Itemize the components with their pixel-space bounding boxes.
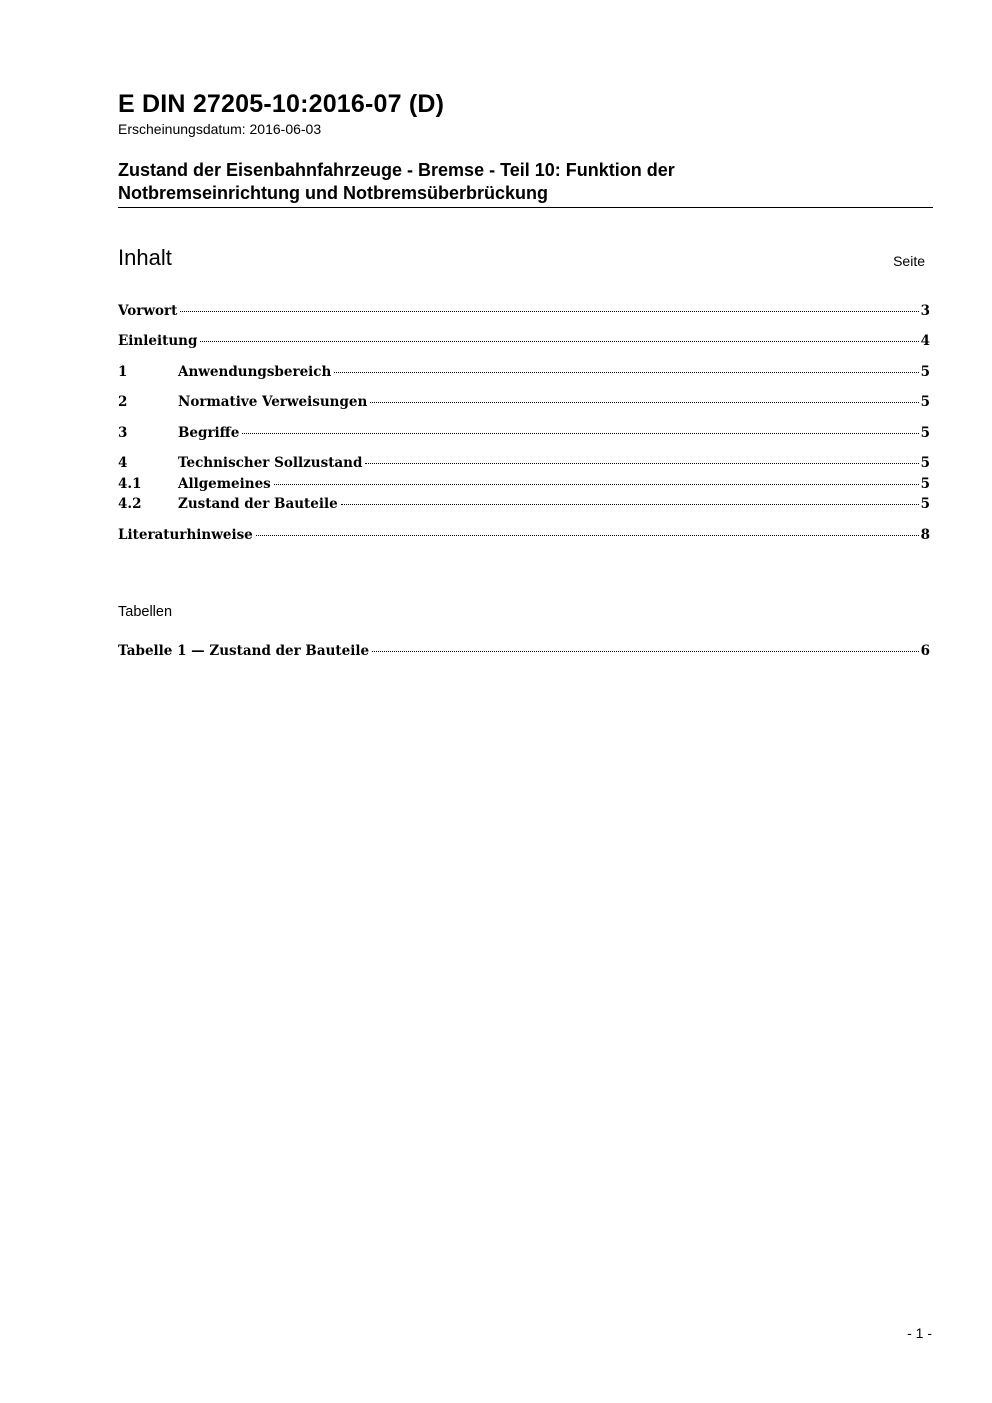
toc-entry-number: 4.2 (118, 496, 142, 512)
toc-entry-anwendungsbereich[interactable] (118, 364, 930, 382)
toc-entry-label: Literaturhinweise (118, 527, 253, 543)
toc-leader-dots (365, 463, 918, 464)
toc-heading: Inhalt (118, 245, 172, 270)
toc-entry-label: Anwendungsbereich (178, 364, 332, 380)
toc-entry-label: Technischer Sollzustand (178, 455, 363, 471)
toc-entry-number: 4 (118, 455, 128, 471)
table-entry-label: Tabelle 1 — Zustand der Bauteile (118, 643, 370, 659)
toc-entry-number: 2 (118, 394, 128, 410)
toc-entry-page: 4 (920, 333, 930, 349)
toc-entry-page: 3 (920, 303, 930, 319)
toc-entry-label: Normative Verweisungen (178, 394, 368, 410)
table-entry-page: 6 (920, 643, 930, 659)
toc-entry-number: 4.1 (118, 476, 142, 492)
toc-entry-literaturhinweise[interactable] (118, 527, 930, 545)
toc-entry-begriffe[interactable] (118, 425, 930, 443)
toc-leader-dots (372, 651, 919, 652)
toc-entry-label: Begriffe (178, 425, 240, 441)
toc-entry-technischer-sollzustand[interactable] (118, 455, 930, 473)
document-id: E DIN 27205-10:2016-07 (D) (118, 90, 445, 118)
toc-entry-page: 5 (920, 496, 930, 512)
toc-entry-allgemeines[interactable] (118, 476, 930, 494)
toc-entry-normative-verweisungen[interactable] (118, 394, 930, 412)
toc-entry-page: 8 (920, 527, 930, 543)
toc-entry-label: Allgemeines (178, 476, 271, 492)
toc-leader-dots (256, 535, 919, 536)
toc-leader-dots (200, 341, 918, 342)
toc-entry-page: 5 (920, 364, 930, 380)
table-entry-tabelle-1[interactable] (118, 643, 930, 661)
toc-leader-dots (341, 504, 919, 505)
toc-entry-page: 5 (920, 476, 930, 492)
publication-date: Erscheinungsdatum: 2016-06-03 (118, 121, 322, 137)
toc-entry-page: 5 (920, 425, 930, 441)
toc-leader-dots (274, 484, 919, 485)
toc-entry-label: Vorwort (118, 303, 178, 319)
page-number: - 1 - (907, 1325, 932, 1341)
toc-entry-einleitung[interactable] (118, 333, 930, 351)
toc-entry-number: 1 (118, 364, 128, 380)
toc-leader-dots (242, 433, 918, 434)
toc-page-column-label: Seite (893, 253, 925, 269)
toc-leader-dots (180, 311, 918, 312)
toc-entry-zustand-der-bauteile[interactable] (118, 496, 930, 514)
toc-leader-dots (334, 372, 918, 373)
toc-entry-number: 3 (118, 425, 128, 441)
toc-entry-label: Einleitung (118, 333, 198, 349)
toc-entry-page: 5 (920, 394, 930, 410)
toc-leader-dots (370, 402, 918, 403)
document-title-line-2: Notbremseinrichtung und Notbremsüberbrückung (118, 183, 549, 203)
toc-entry-page: 5 (920, 455, 930, 471)
toc-entry-vorwort[interactable] (118, 303, 930, 321)
document-title (118, 159, 933, 208)
document-title-line-1: Zustand der Eisenbahnfahrzeuge - Bremse - Teil 10: Funktion der (118, 160, 675, 180)
tables-heading: Tabellen (118, 604, 173, 620)
toc-entry-label: Zustand der Bauteile (178, 496, 338, 512)
